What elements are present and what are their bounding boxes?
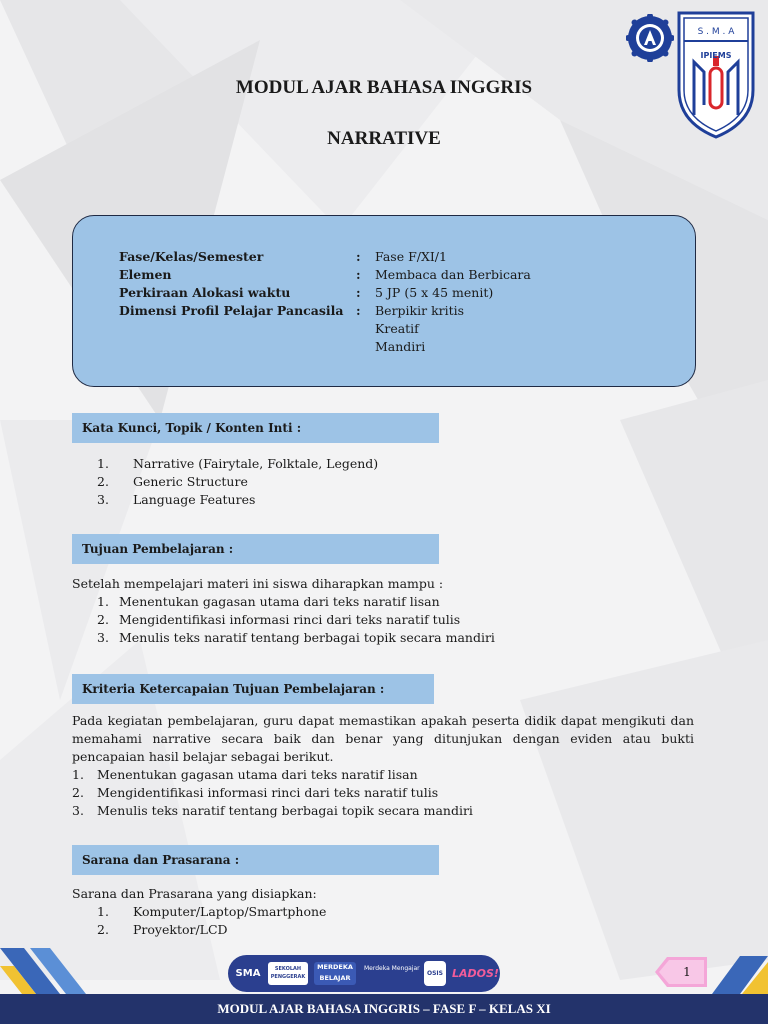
list-item: Menulis teks naratif tentang berbagai topik secara mandiri [119, 630, 495, 645]
list-item: Menulis teks naratif tentang berbagai topik secara mandiri [97, 803, 473, 818]
info-value: Berpikir kritis [375, 303, 465, 318]
osis-badge: OSIS [424, 961, 446, 986]
info-value: Kreatif [375, 321, 419, 336]
merdeka-belajar-badge: MERDEKA BELAJAR [314, 962, 356, 985]
info-separator: : [356, 303, 361, 318]
info-label: Elemen [119, 267, 172, 282]
info-label: Dimensi Profil Pelajar Pancasila [119, 303, 344, 318]
list-item: Generic Structure [133, 474, 248, 489]
info-label: Fase/Kelas/Semester [119, 249, 264, 264]
page-title: MODUL AJAR BAHASA INGGRIS [235, 77, 533, 98]
section-intro: Setelah mempelajari materi ini siswa diharapkan mampu : [72, 576, 444, 591]
sekolah-penggerak-badge: SEKOLAH PENGGERAK [268, 962, 308, 985]
partner-logo-strip [228, 955, 500, 992]
list-item: Menentukan gagasan utama dari teks naratif lisan [119, 594, 440, 609]
info-label: Perkiraan Alokasi waktu [119, 285, 291, 300]
info-separator: : [356, 285, 361, 300]
section-heading-sarana: Sarana dan Prasarana : [72, 845, 439, 875]
list-number: 2. [72, 785, 84, 800]
list-number: 2. [97, 474, 109, 489]
list-number: 1. [97, 904, 109, 919]
list-item: Language Features [133, 492, 256, 507]
list-number: 1. [97, 456, 109, 471]
list-number: 3. [72, 803, 84, 818]
list-number: 2. [97, 612, 109, 627]
list-item: Proyektor/LCD [133, 922, 228, 937]
footer-text: MODUL AJAR BAHASA INGGRIS – FASE F – KELAS XI [217, 1001, 551, 1016]
sma-shield-logo-icon [676, 10, 756, 140]
merdeka-mengajar-badge: Merdeka Mengajar [364, 965, 420, 972]
list-number: 3. [97, 492, 109, 507]
svg-text:IPIEMS: IPIEMS [700, 51, 732, 60]
section-heading-tujuan: Tujuan Pembelajaran : [72, 534, 439, 564]
logo-text: S . M . A [697, 27, 735, 37]
list-item: Menentukan gagasan utama dari teks naratif lisan [97, 767, 418, 782]
lados-badge: LADOS! [452, 967, 499, 980]
section-heading-kata-kunci: Kata Kunci, Topik / Konten Inti : [72, 413, 439, 443]
info-value: Mandiri [375, 339, 426, 354]
list-number: 1. [97, 594, 109, 609]
list-item: Komputer/Laptop/Smartphone [133, 904, 327, 919]
list-number: 3. [97, 630, 109, 645]
info-value: Fase F/XI/1 [375, 249, 447, 264]
list-item: Narrative (Fairytale, Folktale, Legend) [133, 456, 379, 471]
list-number: 2. [97, 922, 109, 937]
info-separator: : [356, 249, 361, 264]
info-separator: : [356, 267, 361, 282]
section-heading-kriteria: Kriteria Ketercapaian Tujuan Pembelajaran : [72, 674, 434, 704]
page-subtitle: NARRATIVE [327, 128, 441, 149]
list-item: Mengidentifikasi informasi rinci dari teks naratif tulis [97, 785, 439, 800]
info-value: Membaca dan Berbicara [375, 267, 531, 282]
list-item: Mengidentifikasi informasi rinci dari teks naratif tulis [119, 612, 461, 627]
info-value: 5 JP (5 x 45 menit) [375, 285, 494, 300]
page-number: 1 [683, 965, 691, 979]
section-intro: Sarana dan Prasarana yang disiapkan: [72, 886, 317, 901]
school-seal-icon [626, 14, 674, 62]
sma-badge: SMA [234, 960, 262, 987]
list-number: 1. [72, 767, 84, 782]
section-paragraph: Pada kegiatan pembelajaran, guru dapat memastikan apakah peserta didik dapat mengikuti dan memahami narrative secara baik dan benar yang ditunjukan dengan eviden atau bukti pencapaian hasil belajar sebagai berikut. [72, 713, 694, 764]
